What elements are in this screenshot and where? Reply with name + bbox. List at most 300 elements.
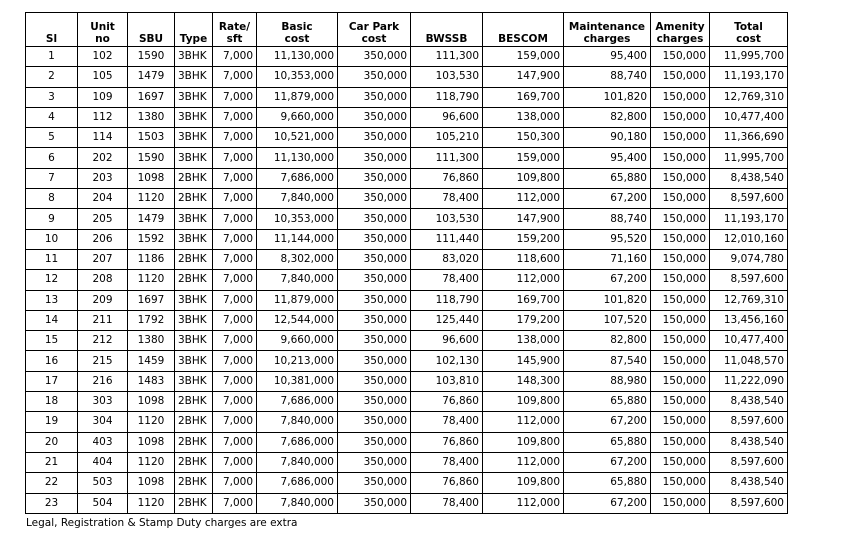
cell-bwssb: 102,130 — [411, 351, 483, 371]
cell-sl: 2 — [26, 67, 78, 87]
cell-bwssb: 78,400 — [411, 189, 483, 209]
cell-unit-no: 403 — [78, 432, 128, 452]
cell-car-park-cost: 350,000 — [338, 148, 411, 168]
header-unit-no: Unit no — [78, 13, 128, 47]
cell-sl: 7 — [26, 168, 78, 188]
cell-unit-no: 207 — [78, 249, 128, 269]
cell-car-park-cost: 350,000 — [338, 392, 411, 412]
cell-bescom: 147,900 — [483, 209, 564, 229]
cell-maintenance-charges: 65,880 — [564, 392, 651, 412]
cell-rate-sft: 7,000 — [213, 107, 257, 127]
cell-amenity-charges: 150,000 — [651, 128, 710, 148]
header-basic-cost: Basic cost — [257, 13, 338, 47]
cell-sl: 11 — [26, 249, 78, 269]
cell-unit-no: 205 — [78, 209, 128, 229]
cell-rate-sft: 7,000 — [213, 67, 257, 87]
cell-rate-sft: 7,000 — [213, 168, 257, 188]
cell-rate-sft: 7,000 — [213, 392, 257, 412]
cell-sl: 1 — [26, 47, 78, 67]
cell-car-park-cost: 350,000 — [338, 290, 411, 310]
cell-amenity-charges: 150,000 — [651, 371, 710, 391]
cell-bwssb: 118,790 — [411, 87, 483, 107]
cell-total-cost: 10,477,400 — [710, 107, 788, 127]
header-maintenance-charges: Maintenance charges — [564, 13, 651, 47]
table-row — [26, 47, 788, 67]
cell-total-cost: 12,769,310 — [710, 87, 788, 107]
cell-maintenance-charges: 67,200 — [564, 270, 651, 290]
cell-sbu: 1186 — [128, 249, 175, 269]
footnote: Legal, Registration & Stamp Duty charges are extra — [26, 517, 298, 529]
cell-maintenance-charges: 107,520 — [564, 310, 651, 330]
cell-bwssb: 83,020 — [411, 249, 483, 269]
cell-type: 3BHK — [175, 290, 213, 310]
cell-bescom: 112,000 — [483, 189, 564, 209]
cell-bescom: 118,600 — [483, 249, 564, 269]
cell-bescom: 109,800 — [483, 432, 564, 452]
cell-sl: 14 — [26, 310, 78, 330]
cell-car-park-cost: 350,000 — [338, 107, 411, 127]
cell-sl: 22 — [26, 473, 78, 493]
cell-maintenance-charges: 88,740 — [564, 67, 651, 87]
cell-maintenance-charges: 95,400 — [564, 47, 651, 67]
cell-amenity-charges: 150,000 — [651, 432, 710, 452]
table-row — [26, 229, 788, 249]
cell-type: 3BHK — [175, 371, 213, 391]
cell-type: 3BHK — [175, 310, 213, 330]
cell-total-cost: 12,010,160 — [710, 229, 788, 249]
cell-amenity-charges: 150,000 — [651, 67, 710, 87]
cell-basic-cost: 10,353,000 — [257, 67, 338, 87]
header-rate-sft: Rate/ sft — [213, 13, 257, 47]
cell-unit-no: 208 — [78, 270, 128, 290]
cell-sl: 6 — [26, 148, 78, 168]
cell-car-park-cost: 350,000 — [338, 473, 411, 493]
cell-bescom: 112,000 — [483, 452, 564, 472]
cell-bescom: 109,800 — [483, 392, 564, 412]
header-row — [26, 13, 788, 47]
cell-amenity-charges: 150,000 — [651, 47, 710, 67]
cell-car-park-cost: 350,000 — [338, 47, 411, 67]
table-row — [26, 432, 788, 452]
cell-bwssb: 111,300 — [411, 148, 483, 168]
cell-bwssb: 78,400 — [411, 412, 483, 432]
cell-sl: 20 — [26, 432, 78, 452]
cell-basic-cost: 7,840,000 — [257, 452, 338, 472]
cell-maintenance-charges: 67,200 — [564, 452, 651, 472]
cell-total-cost: 8,438,540 — [710, 392, 788, 412]
cell-basic-cost: 12,544,000 — [257, 310, 338, 330]
table-row — [26, 331, 788, 351]
cell-maintenance-charges: 101,820 — [564, 290, 651, 310]
table-row — [26, 189, 788, 209]
cell-type: 3BHK — [175, 87, 213, 107]
cell-basic-cost: 7,686,000 — [257, 432, 338, 452]
cell-amenity-charges: 150,000 — [651, 351, 710, 371]
cell-type: 2BHK — [175, 473, 213, 493]
cell-sl: 17 — [26, 371, 78, 391]
cell-bescom: 138,000 — [483, 331, 564, 351]
cell-bescom: 159,200 — [483, 229, 564, 249]
cell-total-cost: 8,597,600 — [710, 452, 788, 472]
cell-total-cost: 11,193,170 — [710, 67, 788, 87]
cell-total-cost: 11,366,690 — [710, 128, 788, 148]
cell-car-park-cost: 350,000 — [338, 412, 411, 432]
cell-car-park-cost: 350,000 — [338, 168, 411, 188]
cell-car-park-cost: 350,000 — [338, 229, 411, 249]
cell-sbu: 1697 — [128, 290, 175, 310]
cell-sl: 19 — [26, 412, 78, 432]
table-row — [26, 412, 788, 432]
cell-rate-sft: 7,000 — [213, 351, 257, 371]
cell-car-park-cost: 350,000 — [338, 189, 411, 209]
cell-car-park-cost: 350,000 — [338, 371, 411, 391]
cell-amenity-charges: 150,000 — [651, 473, 710, 493]
cell-bwssb: 111,440 — [411, 229, 483, 249]
table-row — [26, 209, 788, 229]
cell-total-cost: 11,048,570 — [710, 351, 788, 371]
cell-sl: 8 — [26, 189, 78, 209]
cell-maintenance-charges: 95,520 — [564, 229, 651, 249]
cell-car-park-cost: 350,000 — [338, 452, 411, 472]
cell-bescom: 138,000 — [483, 107, 564, 127]
cell-amenity-charges: 150,000 — [651, 107, 710, 127]
cell-total-cost: 8,597,600 — [710, 412, 788, 432]
cell-car-park-cost: 350,000 — [338, 67, 411, 87]
cell-bwssb: 76,860 — [411, 392, 483, 412]
cell-bescom: 150,300 — [483, 128, 564, 148]
cell-basic-cost: 9,660,000 — [257, 331, 338, 351]
cell-unit-no: 304 — [78, 412, 128, 432]
cell-unit-no: 203 — [78, 168, 128, 188]
table-row — [26, 168, 788, 188]
cell-sbu: 1120 — [128, 493, 175, 513]
table-row — [26, 249, 788, 269]
cell-maintenance-charges: 67,200 — [564, 493, 651, 513]
table-row — [26, 371, 788, 391]
cell-total-cost: 8,597,600 — [710, 189, 788, 209]
cell-sl: 12 — [26, 270, 78, 290]
cell-rate-sft: 7,000 — [213, 209, 257, 229]
cell-basic-cost: 10,521,000 — [257, 128, 338, 148]
cell-bwssb: 76,860 — [411, 432, 483, 452]
cell-sl: 3 — [26, 87, 78, 107]
cell-sbu: 1120 — [128, 412, 175, 432]
cell-maintenance-charges: 95,400 — [564, 148, 651, 168]
header-total-cost: Total cost — [710, 13, 788, 47]
cell-total-cost: 13,456,160 — [710, 310, 788, 330]
cell-rate-sft: 7,000 — [213, 189, 257, 209]
table-row — [26, 290, 788, 310]
cell-bescom: 109,800 — [483, 168, 564, 188]
cell-sl: 13 — [26, 290, 78, 310]
cell-rate-sft: 7,000 — [213, 229, 257, 249]
cell-unit-no: 209 — [78, 290, 128, 310]
table-row — [26, 392, 788, 412]
cell-sbu: 1697 — [128, 87, 175, 107]
cell-bwssb: 78,400 — [411, 493, 483, 513]
header-car-park-cost: Car Park cost — [338, 13, 411, 47]
cell-basic-cost: 11,879,000 — [257, 87, 338, 107]
cell-sbu: 1098 — [128, 473, 175, 493]
cell-maintenance-charges: 87,540 — [564, 351, 651, 371]
cell-car-park-cost: 350,000 — [338, 351, 411, 371]
cell-sl: 10 — [26, 229, 78, 249]
cell-amenity-charges: 150,000 — [651, 209, 710, 229]
header-type: Type — [175, 13, 213, 47]
cell-unit-no: 211 — [78, 310, 128, 330]
cell-rate-sft: 7,000 — [213, 371, 257, 391]
cell-sbu: 1120 — [128, 452, 175, 472]
cell-amenity-charges: 150,000 — [651, 493, 710, 513]
cell-rate-sft: 7,000 — [213, 128, 257, 148]
cell-basic-cost: 7,840,000 — [257, 493, 338, 513]
cell-sbu: 1503 — [128, 128, 175, 148]
cell-total-cost: 8,597,600 — [710, 270, 788, 290]
table-row — [26, 493, 788, 513]
cell-car-park-cost: 350,000 — [338, 331, 411, 351]
cell-basic-cost: 7,840,000 — [257, 189, 338, 209]
cell-unit-no: 215 — [78, 351, 128, 371]
cell-bescom: 148,300 — [483, 371, 564, 391]
cell-bwssb: 105,210 — [411, 128, 483, 148]
cell-sbu: 1479 — [128, 67, 175, 87]
cell-sbu: 1592 — [128, 229, 175, 249]
cell-amenity-charges: 150,000 — [651, 331, 710, 351]
cell-bescom: 112,000 — [483, 412, 564, 432]
cell-unit-no: 303 — [78, 392, 128, 412]
cell-maintenance-charges: 82,800 — [564, 107, 651, 127]
table-row — [26, 351, 788, 371]
cell-bwssb: 76,860 — [411, 473, 483, 493]
cell-rate-sft: 7,000 — [213, 270, 257, 290]
cell-unit-no: 114 — [78, 128, 128, 148]
cell-amenity-charges: 150,000 — [651, 148, 710, 168]
cell-maintenance-charges: 65,880 — [564, 473, 651, 493]
cell-type: 3BHK — [175, 67, 213, 87]
cell-total-cost: 11,995,700 — [710, 148, 788, 168]
table-row — [26, 107, 788, 127]
cell-total-cost: 9,074,780 — [710, 249, 788, 269]
cell-bescom: 179,200 — [483, 310, 564, 330]
cell-car-park-cost: 350,000 — [338, 310, 411, 330]
cell-unit-no: 112 — [78, 107, 128, 127]
cell-unit-no: 216 — [78, 371, 128, 391]
cell-sbu: 1098 — [128, 432, 175, 452]
cell-amenity-charges: 150,000 — [651, 290, 710, 310]
cell-rate-sft: 7,000 — [213, 331, 257, 351]
cell-basic-cost: 7,686,000 — [257, 168, 338, 188]
cell-unit-no: 212 — [78, 331, 128, 351]
cell-amenity-charges: 150,000 — [651, 229, 710, 249]
price-table-container — [25, 12, 788, 514]
cell-bwssb: 78,400 — [411, 270, 483, 290]
cell-total-cost: 11,995,700 — [710, 47, 788, 67]
cell-basic-cost: 10,213,000 — [257, 351, 338, 371]
cell-rate-sft: 7,000 — [213, 47, 257, 67]
cell-sbu: 1590 — [128, 148, 175, 168]
cell-type: 3BHK — [175, 107, 213, 127]
table-body — [26, 47, 788, 514]
cell-type: 3BHK — [175, 331, 213, 351]
cell-basic-cost: 8,302,000 — [257, 249, 338, 269]
cell-type: 2BHK — [175, 249, 213, 269]
cell-rate-sft: 7,000 — [213, 290, 257, 310]
cell-amenity-charges: 150,000 — [651, 189, 710, 209]
cell-sl: 23 — [26, 493, 78, 513]
cell-maintenance-charges: 82,800 — [564, 331, 651, 351]
cell-basic-cost: 11,144,000 — [257, 229, 338, 249]
cell-type: 3BHK — [175, 47, 213, 67]
cell-unit-no: 503 — [78, 473, 128, 493]
cell-amenity-charges: 150,000 — [651, 412, 710, 432]
cell-unit-no: 206 — [78, 229, 128, 249]
cell-car-park-cost: 350,000 — [338, 128, 411, 148]
cell-bwssb: 103,530 — [411, 209, 483, 229]
cell-bescom: 159,000 — [483, 148, 564, 168]
cell-rate-sft: 7,000 — [213, 87, 257, 107]
cell-bescom: 145,900 — [483, 351, 564, 371]
cell-bescom: 112,000 — [483, 270, 564, 290]
cell-sbu: 1590 — [128, 47, 175, 67]
cell-sbu: 1459 — [128, 351, 175, 371]
cell-car-park-cost: 350,000 — [338, 493, 411, 513]
cell-car-park-cost: 350,000 — [338, 249, 411, 269]
cell-bescom: 147,900 — [483, 67, 564, 87]
cell-basic-cost: 7,840,000 — [257, 412, 338, 432]
cell-basic-cost: 11,879,000 — [257, 290, 338, 310]
cell-type: 2BHK — [175, 392, 213, 412]
cell-bescom: 169,700 — [483, 87, 564, 107]
cell-total-cost: 11,222,090 — [710, 371, 788, 391]
cell-rate-sft: 7,000 — [213, 310, 257, 330]
table-row — [26, 473, 788, 493]
cell-sbu: 1479 — [128, 209, 175, 229]
cell-car-park-cost: 350,000 — [338, 87, 411, 107]
cell-unit-no: 109 — [78, 87, 128, 107]
cell-bwssb: 96,600 — [411, 331, 483, 351]
cell-rate-sft: 7,000 — [213, 412, 257, 432]
cell-sbu: 1098 — [128, 168, 175, 188]
cell-amenity-charges: 150,000 — [651, 87, 710, 107]
cell-total-cost: 12,769,310 — [710, 290, 788, 310]
cell-rate-sft: 7,000 — [213, 452, 257, 472]
cell-amenity-charges: 150,000 — [651, 168, 710, 188]
cell-basic-cost: 7,686,000 — [257, 473, 338, 493]
cell-maintenance-charges: 90,180 — [564, 128, 651, 148]
cell-sbu: 1380 — [128, 107, 175, 127]
cell-basic-cost: 10,353,000 — [257, 209, 338, 229]
cell-car-park-cost: 350,000 — [338, 270, 411, 290]
table-row — [26, 128, 788, 148]
cell-unit-no: 204 — [78, 189, 128, 209]
cell-amenity-charges: 150,000 — [651, 270, 710, 290]
header-sl: Sl — [26, 13, 78, 47]
cell-basic-cost: 11,130,000 — [257, 148, 338, 168]
cell-total-cost: 11,193,170 — [710, 209, 788, 229]
cell-basic-cost: 9,660,000 — [257, 107, 338, 127]
cell-amenity-charges: 150,000 — [651, 392, 710, 412]
cell-sl: 16 — [26, 351, 78, 371]
cell-bescom: 169,700 — [483, 290, 564, 310]
table-row — [26, 87, 788, 107]
cell-total-cost: 8,438,540 — [710, 432, 788, 452]
cell-type: 3BHK — [175, 229, 213, 249]
cell-rate-sft: 7,000 — [213, 148, 257, 168]
cell-unit-no: 102 — [78, 47, 128, 67]
cell-sbu: 1792 — [128, 310, 175, 330]
cell-type: 2BHK — [175, 412, 213, 432]
cell-unit-no: 105 — [78, 67, 128, 87]
header-amenity-charges: Amenity charges — [651, 13, 710, 47]
cell-bwssb: 118,790 — [411, 290, 483, 310]
table-row — [26, 310, 788, 330]
cell-bwssb: 96,600 — [411, 107, 483, 127]
cell-unit-no: 404 — [78, 452, 128, 472]
cell-car-park-cost: 350,000 — [338, 209, 411, 229]
cell-rate-sft: 7,000 — [213, 249, 257, 269]
cell-bwssb: 103,810 — [411, 371, 483, 391]
cell-rate-sft: 7,000 — [213, 432, 257, 452]
cell-maintenance-charges: 65,880 — [564, 168, 651, 188]
cell-type: 2BHK — [175, 189, 213, 209]
cell-bescom: 109,800 — [483, 473, 564, 493]
cell-amenity-charges: 150,000 — [651, 452, 710, 472]
cell-type: 3BHK — [175, 209, 213, 229]
cell-bescom: 159,000 — [483, 47, 564, 67]
cell-total-cost: 8,438,540 — [710, 473, 788, 493]
cell-amenity-charges: 150,000 — [651, 310, 710, 330]
cell-bwssb: 78,400 — [411, 452, 483, 472]
cell-sbu: 1483 — [128, 371, 175, 391]
header-bescom: BESCOM — [483, 13, 564, 47]
cell-type: 2BHK — [175, 452, 213, 472]
cell-basic-cost: 7,840,000 — [257, 270, 338, 290]
cell-type: 3BHK — [175, 128, 213, 148]
cell-bescom: 112,000 — [483, 493, 564, 513]
table-row — [26, 148, 788, 168]
price-table — [25, 12, 788, 514]
cell-bwssb: 76,860 — [411, 168, 483, 188]
cell-sl: 9 — [26, 209, 78, 229]
cell-unit-no: 504 — [78, 493, 128, 513]
table-row — [26, 452, 788, 472]
cell-car-park-cost: 350,000 — [338, 432, 411, 452]
cell-bwssb: 125,440 — [411, 310, 483, 330]
cell-sl: 4 — [26, 107, 78, 127]
cell-sl: 5 — [26, 128, 78, 148]
cell-rate-sft: 7,000 — [213, 493, 257, 513]
cell-type: 2BHK — [175, 270, 213, 290]
cell-basic-cost: 7,686,000 — [257, 392, 338, 412]
cell-sbu: 1098 — [128, 392, 175, 412]
cell-sl: 18 — [26, 392, 78, 412]
cell-sbu: 1380 — [128, 331, 175, 351]
cell-maintenance-charges: 65,880 — [564, 432, 651, 452]
cell-total-cost: 10,477,400 — [710, 331, 788, 351]
cell-type: 3BHK — [175, 148, 213, 168]
cell-sbu: 1120 — [128, 270, 175, 290]
cell-bwssb: 103,530 — [411, 67, 483, 87]
cell-sl: 21 — [26, 452, 78, 472]
header-sbu: SBU — [128, 13, 175, 47]
cell-type: 2BHK — [175, 168, 213, 188]
cell-maintenance-charges: 101,820 — [564, 87, 651, 107]
cell-maintenance-charges: 71,160 — [564, 249, 651, 269]
cell-total-cost: 8,438,540 — [710, 168, 788, 188]
cell-maintenance-charges: 67,200 — [564, 189, 651, 209]
header-bwssb: BWSSB — [411, 13, 483, 47]
cell-rate-sft: 7,000 — [213, 473, 257, 493]
